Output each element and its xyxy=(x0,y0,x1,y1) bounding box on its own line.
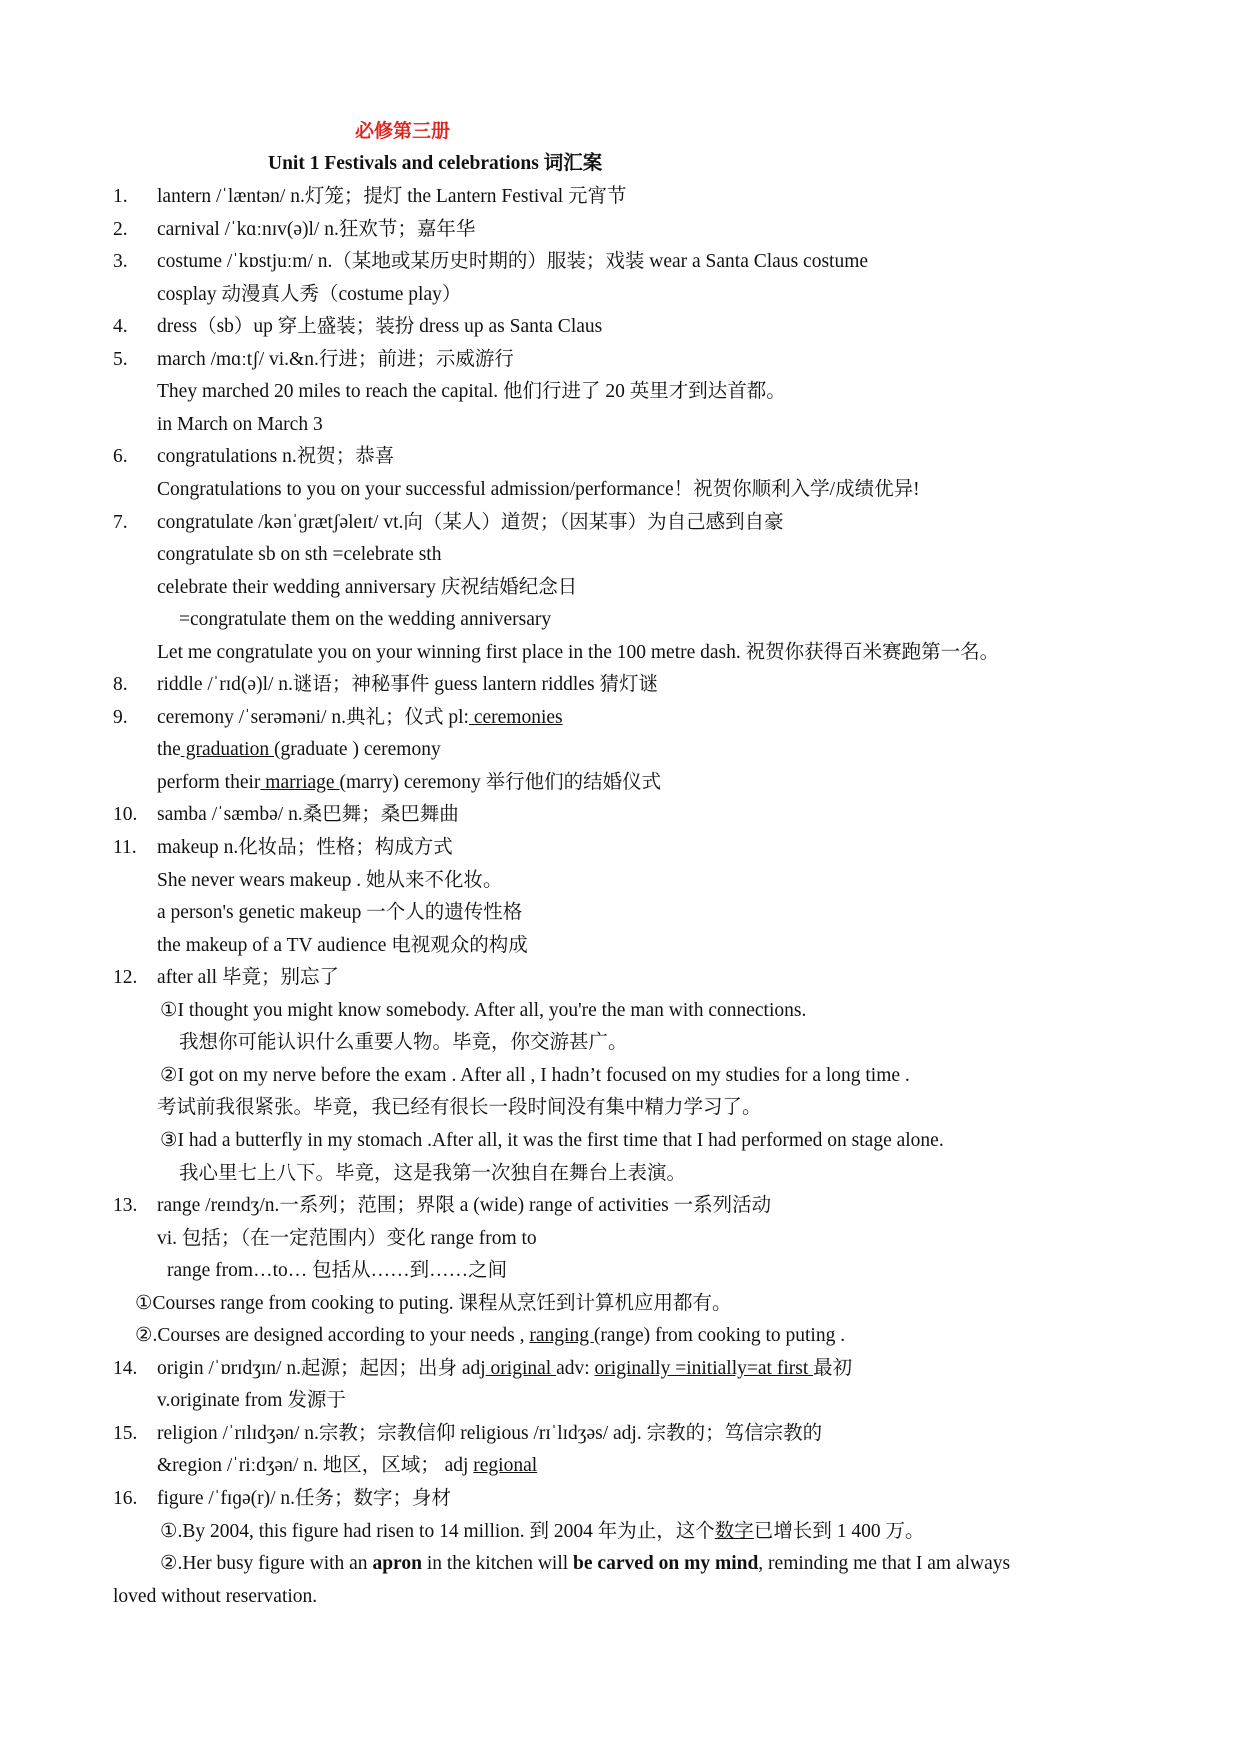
vocab-detail-line xyxy=(167,1261,507,1281)
vocab-detail-line xyxy=(157,285,461,305)
entry-number: 6. xyxy=(113,446,128,468)
text-segment: congratulations n.祝贺；恭喜 xyxy=(157,446,395,468)
vocab-entry xyxy=(113,348,514,370)
vocab-detail-line xyxy=(157,1098,762,1118)
answer-blank: ceremonies xyxy=(468,706,563,728)
text-segment: celebrate their wedding anniversary 庆祝结婚纪念日 xyxy=(157,576,578,598)
vocab-detail-line xyxy=(157,936,528,956)
entry-number: 11. xyxy=(113,837,137,858)
vocab-detail-line xyxy=(179,1164,686,1184)
entry-number: 14. xyxy=(113,1357,138,1379)
entry-number: 9. xyxy=(113,706,128,728)
vocab-entry xyxy=(113,1357,853,1379)
text-segment: congratulate /kənˈɡrætʃəleɪt/ vt.向（某人）道贺；（因某事）为自己感到自豪 xyxy=(157,511,784,533)
vocab-entry xyxy=(113,218,476,240)
text-segment: 我心里七上八下。毕竟，这是我第一次独自在舞台上表演。 xyxy=(179,1162,687,1184)
text-segment: 最初 xyxy=(813,1357,853,1379)
vocab-detail-line xyxy=(157,415,323,435)
answer-blank: marriage xyxy=(260,771,340,793)
vocab-entry xyxy=(113,674,658,696)
vocab-entry xyxy=(113,837,453,858)
text-segment: figure /ˈfɪɡə(r)/ n.任务；数字；身材 xyxy=(157,1488,452,1509)
vocab-entry xyxy=(113,251,869,273)
text-segment: =congratulate them on the wedding anniversary xyxy=(179,609,552,631)
vocab-entry xyxy=(113,967,339,989)
answer-blank: graduation xyxy=(180,739,274,761)
entry-number: 3. xyxy=(113,251,128,273)
vocab-detail-line xyxy=(160,1001,806,1021)
vocab-entry xyxy=(113,1422,823,1444)
vocab-detail-line xyxy=(157,871,503,891)
entry-number: 15. xyxy=(113,1422,138,1444)
text-segment: She never wears makeup . 她从来不化妆。 xyxy=(157,869,503,891)
vocab-detail-line xyxy=(157,643,999,663)
text-segment: 已增长到 1 400 万。 xyxy=(753,1520,925,1542)
entry-number: 16. xyxy=(113,1488,138,1509)
text-segment: origin /ˈɒrɪdʒɪn/ n.起源；起因；出身 adj xyxy=(157,1357,486,1379)
vocab-detail-line xyxy=(113,1587,317,1607)
text-segment: &region /ˈriːdʒən/ n. 地区，区域； adj xyxy=(157,1455,474,1477)
text-segment: cosplay 动漫真人秀（costume play） xyxy=(157,283,462,305)
text-segment: in the kitchen will xyxy=(421,1553,574,1575)
vocab-detail-line xyxy=(160,1522,924,1542)
text-segment: 我想你可能认识什么重要人物。毕竟，你交游甚广。 xyxy=(179,1032,628,1054)
vocab-detail-line xyxy=(157,480,920,500)
text-segment: range from…to… 包括从……到……之间 xyxy=(167,1260,508,1282)
entry-number: 10. xyxy=(113,804,138,826)
vocab-detail-line xyxy=(157,578,577,598)
text-segment: loved without reservation. xyxy=(113,1585,318,1607)
text-segment: ②.Courses are designed according to your needs , xyxy=(135,1325,530,1347)
text-segment: , reminding me that I am always xyxy=(758,1553,1011,1575)
text-segment: ②I got on my nerve before the exam . After all , I hadn’t focused on my studies for a long time . xyxy=(160,1064,910,1086)
text-segment: costume /ˈkɒstjuːm/ n.（某地或某历史时期的）服装；戏装 wear a Santa Claus costume xyxy=(157,251,869,273)
vocab-detail-line xyxy=(157,1456,537,1476)
answer-blank: 数字 xyxy=(714,1520,754,1542)
text-segment: ①Courses range from cooking to puting. 课程从烹饪到计算机应用都有。 xyxy=(135,1292,732,1314)
entry-number: 12. xyxy=(113,967,138,989)
text-segment: vi. 包括；（在一定范围内）变化 range from to xyxy=(157,1227,537,1249)
text-segment: in March on March 3 xyxy=(157,413,323,435)
text-segment: makeup n.化妆品；性格；构成方式 xyxy=(157,837,453,858)
text-segment: (marry) ceremony 举行他们的结婚仪式 xyxy=(339,771,662,793)
vocab-entry xyxy=(113,446,395,468)
entry-number: 1. xyxy=(113,186,128,207)
vocab-detail-line xyxy=(160,1554,1010,1574)
vocab-detail-line xyxy=(157,545,441,565)
vocab-detail-line xyxy=(157,773,661,793)
vocab-detail-line xyxy=(135,1326,845,1346)
answer-blank: original xyxy=(485,1357,557,1379)
text-segment: Congratulations to you on your successful admission/performance！祝贺你顺利入学/成绩优异! xyxy=(157,478,920,500)
vocab-entry xyxy=(113,804,459,826)
vocab-detail-line xyxy=(157,740,441,760)
text-segment: adv: xyxy=(556,1357,595,1379)
vocab-entry xyxy=(113,706,563,728)
text-segment: lantern /ˈlæntən/ n.灯笼；提灯 the Lantern Festival 元宵节 xyxy=(157,186,627,207)
entry-number: 8. xyxy=(113,674,128,696)
vocab-detail-line xyxy=(157,382,786,402)
text-segment: v.originate from 发源于 xyxy=(157,1390,346,1412)
vocab-entry xyxy=(113,511,784,533)
text-segment: ①.By 2004, this figure had risen to 14 million. 到 2004 年为止，这个 xyxy=(160,1520,715,1542)
answer-blank: regional xyxy=(473,1455,538,1477)
text-segment: riddle /ˈrɪd(ə)l/ n.谜语；神秘事件 guess lantern riddles 猜灯谜 xyxy=(157,674,658,696)
text-segment: the makeup of a TV audience 电视观众的构成 xyxy=(157,934,528,956)
bold-phrase: be carved on my mind xyxy=(573,1553,759,1575)
text-segment: 考试前我很紧张。毕竟，我已经有很长一段时间没有集中精力学习了。 xyxy=(157,1097,762,1119)
text-segment: religion /ˈrɪlɪdʒən/ n.宗教；宗教信仰 religious /rɪˈlɪdʒəs/ adj. 宗教的；笃信宗教的 xyxy=(157,1422,823,1444)
text-segment: (range) from cooking to puting . xyxy=(593,1325,846,1347)
vocab-detail-line xyxy=(160,1131,944,1151)
bold-phrase: apron xyxy=(372,1553,422,1575)
entry-number: 7. xyxy=(113,511,128,533)
vocab-entry xyxy=(113,316,603,338)
text-segment: ③I had a butterfly in my stomach .After all, it was the first time that I had performed on stage alone. xyxy=(160,1129,944,1151)
vocab-detail-line xyxy=(179,1033,628,1053)
text-segment: dress（sb）up 穿上盛装；装扮 dress up as Santa Claus xyxy=(157,316,603,338)
answer-blank: originally =initially=at first xyxy=(594,1357,814,1379)
text-segment: They marched 20 miles to reach the capital. 他们行进了 20 英里才到达首都。 xyxy=(157,381,786,403)
text-segment: range /reɪndʒ/n.一系列；范围；界限 a (wide) range of activities 一系列活动 xyxy=(157,1195,772,1217)
text-segment: congratulate sb on sth =celebrate sth xyxy=(157,544,442,566)
text-segment: march /mɑːtʃ/ vi.&n.行进；前进；示威游行 xyxy=(157,348,514,370)
vocab-detail-line xyxy=(157,1229,537,1249)
text-segment: ②.Her busy figure with an xyxy=(160,1553,373,1575)
vocab-entry xyxy=(113,1488,452,1509)
text-segment: samba /ˈsæmbə/ n.桑巴舞；桑巴舞曲 xyxy=(157,804,459,826)
vocab-detail-line xyxy=(135,1294,731,1314)
text-segment: Let me congratulate you on your winning first place in the 100 metre dash. 祝贺你获得百米赛跑第一名。 xyxy=(157,641,1000,663)
vocab-detail-line xyxy=(179,610,551,630)
text-segment: (graduate ) ceremony xyxy=(273,739,441,761)
entry-number: 4. xyxy=(113,316,128,338)
text-segment: ceremony /ˈserəməni/ n.典礼；仪式 pl: xyxy=(157,706,469,728)
vocab-entry xyxy=(113,186,627,207)
text-segment: ①I thought you might know somebody. After all, you're the man with connections. xyxy=(160,999,807,1021)
book-title: 必修第三册 xyxy=(355,121,451,142)
text-segment: the xyxy=(157,739,181,761)
vocab-detail-line xyxy=(157,903,522,923)
answer-blank: ranging xyxy=(529,1325,594,1347)
text-segment: a person's genetic makeup 一个人的遗传性格 xyxy=(157,902,523,924)
text-segment: after all 毕竟；别忘了 xyxy=(157,967,339,989)
vocab-detail-line xyxy=(157,1391,346,1411)
text-segment: perform their xyxy=(157,771,261,793)
text-segment: carnival /ˈkɑːnɪv(ə)l/ n.狂欢节；嘉年华 xyxy=(157,218,476,240)
unit-title: Unit 1 Festivals and celebrations 词汇案 xyxy=(268,153,603,174)
vocab-detail-line xyxy=(160,1066,910,1086)
entry-number: 2. xyxy=(113,218,128,240)
entry-number: 5. xyxy=(113,348,128,370)
entry-number: 13. xyxy=(113,1195,138,1217)
vocab-entry xyxy=(113,1195,772,1217)
